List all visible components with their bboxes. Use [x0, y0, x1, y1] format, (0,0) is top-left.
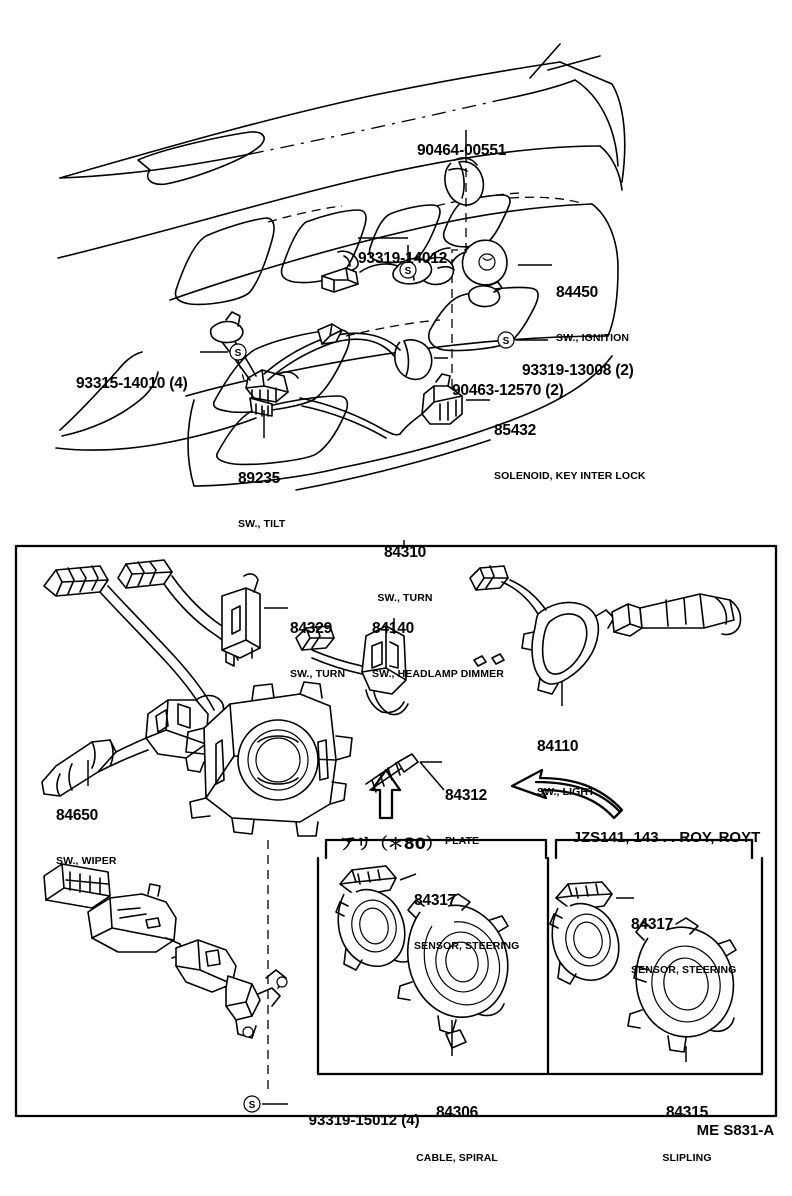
- label-85432: 85432 SOLENOID, KEY INTER LOCK: [494, 421, 646, 483]
- label-89235: 89235 SW., TILT: [238, 469, 286, 531]
- label-84329: 84329 SW., TURN: [290, 619, 346, 681]
- svg-text:S: S: [234, 348, 242, 359]
- footer-code: ME S831-A: [696, 1122, 775, 1139]
- part-84329-turn-switch-module: [222, 574, 260, 666]
- bracket-label-jzs141-143: JZS141, 143 . . ROY, ROYT: [572, 829, 761, 846]
- label-84310: 84310 SW., TURN: [377, 543, 433, 605]
- leader-84312: [420, 762, 444, 790]
- label-84650: 84650 SW., WIPER: [56, 806, 117, 868]
- label-90464-00551: 90464-00551: [417, 141, 507, 159]
- label-84317-right: 84317 SENSOR, STEERING: [631, 915, 737, 977]
- svg-text:S: S: [404, 266, 412, 277]
- label-84140: 84140 SW., HEADLAMP DIMMER: [372, 619, 504, 681]
- label-84317-left: 84317 SENSOR, STEERING: [414, 891, 520, 953]
- label-93315-14010: 93315-14010 (4): [76, 374, 188, 392]
- part-90463-12570-grommet: [469, 282, 502, 307]
- label-93319-14012: 93319-14012: [358, 249, 448, 267]
- label-84315: 84315 SLIPLING: [662, 1103, 712, 1165]
- svg-text:S: S: [248, 1100, 256, 1111]
- label-90463-12570: 90463-12570 (2): [452, 381, 564, 399]
- part-90463-12570-clamp: [395, 340, 432, 380]
- label-93319-13008: 93319-13008 (2): [522, 361, 634, 379]
- label-84312: 84312 PLATE: [445, 786, 488, 848]
- part-harness-connectors: [44, 560, 246, 716]
- label-84110: 84110 SW., LIGHT: [537, 737, 595, 799]
- label-93319-15012: 93319-15012 (4): [308, 1112, 420, 1129]
- bracket-label-ari-80: アリ（＊80）: [340, 834, 442, 853]
- label-84450: 84450 SW., IGNITION: [556, 283, 630, 345]
- part-84110-light-switch: [470, 566, 741, 694]
- part-84317-sensor-steering-right: [550, 882, 619, 984]
- svg-text:S: S: [502, 336, 510, 347]
- label-84306: 84306 CABLE, SPIRAL: [416, 1103, 498, 1165]
